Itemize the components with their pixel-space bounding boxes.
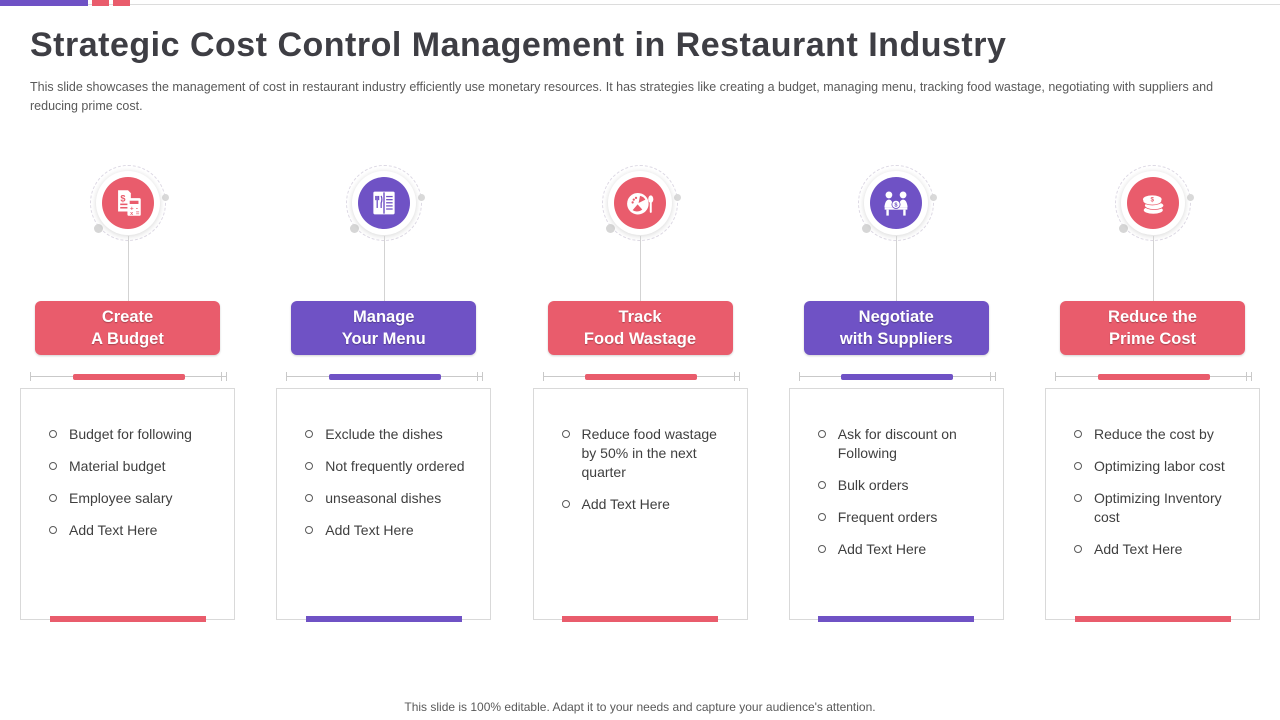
list-item: unseasonal dishes xyxy=(303,489,476,508)
list-item: Bulk orders xyxy=(816,476,989,495)
strategy-banner xyxy=(291,301,476,355)
svg-text:$: $ xyxy=(119,193,125,204)
accent-bar xyxy=(585,374,697,380)
connector-line xyxy=(896,236,897,301)
banner-title-line1: Create xyxy=(101,307,154,326)
strategy-column xyxy=(789,160,1004,628)
banner-title-line2: Food Wastage xyxy=(583,330,697,348)
decor-dot xyxy=(862,224,871,233)
list-item: Optimizing labor cost xyxy=(1072,457,1245,476)
accent-bar xyxy=(329,374,441,380)
strategy-column xyxy=(20,160,235,628)
decor-dot xyxy=(606,224,615,233)
accent-bar xyxy=(841,374,953,380)
slide-description: This slide showcases the management of cost in restaurant industry efficiently use monetary resources. It has strategies like creating a budget, managing menu, tracking food wastage, negotiating with suppliers and reducing prime cost. xyxy=(30,80,1214,114)
list-item: Frequent orders xyxy=(816,508,989,527)
icon-badge xyxy=(608,171,672,235)
svg-text:=: = xyxy=(135,211,139,218)
connector-line xyxy=(384,236,385,301)
icon-badge xyxy=(864,171,928,235)
card-bottom-accent-bar xyxy=(50,616,206,622)
bullet-list xyxy=(534,389,747,514)
top-accent-bar xyxy=(0,0,1280,8)
strategy-card xyxy=(533,388,748,620)
decor-dot xyxy=(350,224,359,233)
list-item: Add Text Here xyxy=(47,521,220,540)
list-item: Reduce the cost by xyxy=(1072,425,1245,444)
menu-book-icon xyxy=(367,186,401,220)
decor-dot xyxy=(418,194,425,201)
dimension-line xyxy=(30,371,227,383)
icon-circle xyxy=(102,177,154,229)
dimension-tick xyxy=(1251,372,1252,381)
list-item: Material budget xyxy=(47,457,220,476)
icon-circle xyxy=(1127,177,1179,229)
connector-line xyxy=(1153,236,1154,301)
banner-title-line2: A Budget xyxy=(91,330,164,348)
list-item: Add Text Here xyxy=(303,521,476,540)
strategy-card xyxy=(1045,388,1260,620)
accent-bar xyxy=(1098,374,1210,380)
strategy-card xyxy=(789,388,1004,620)
dimension-tick xyxy=(477,372,478,381)
food-plate-icon xyxy=(623,186,657,220)
icon-circle xyxy=(358,177,410,229)
connector-line xyxy=(128,236,129,301)
list-item: Employee salary xyxy=(47,489,220,508)
dimension-tick xyxy=(221,372,222,381)
dimension-tick xyxy=(990,372,991,381)
svg-text:+: + xyxy=(129,205,134,213)
list-item: Add Text Here xyxy=(1072,540,1245,559)
bullet-list xyxy=(790,389,1003,559)
icon-circle xyxy=(870,177,922,229)
dimension-tick xyxy=(734,372,735,381)
decor-dot xyxy=(94,224,103,233)
list-item: Not frequently ordered xyxy=(303,457,476,476)
strategy-banner xyxy=(35,301,220,355)
card-bottom-accent-bar xyxy=(818,616,974,622)
banner-title-line1: Negotiate xyxy=(858,307,934,326)
strategy-columns xyxy=(20,160,1260,628)
strategy-card xyxy=(20,388,235,620)
dimension-tick xyxy=(1246,372,1247,381)
dimension-line xyxy=(286,371,483,383)
bullet-list xyxy=(21,389,234,540)
card-bottom-accent-bar xyxy=(1075,616,1231,622)
icon-badge xyxy=(96,171,160,235)
dimension-tick xyxy=(739,372,740,381)
list-item: Reduce food wastage by 50% in the next quarter xyxy=(560,425,733,482)
bullet-list xyxy=(277,389,490,540)
svg-text:-: - xyxy=(135,205,138,213)
icon-circle xyxy=(614,177,666,229)
coins-stack-icon xyxy=(1136,186,1170,220)
banner-title-line1: Manage xyxy=(353,307,415,326)
dimension-line xyxy=(543,371,740,383)
decor-dot xyxy=(930,194,937,201)
strategy-column xyxy=(276,160,491,628)
strategy-column xyxy=(533,160,748,628)
list-item: Add Text Here xyxy=(816,540,989,559)
banner-title-line1: Reduce the xyxy=(1108,307,1197,326)
decor-dot xyxy=(162,194,169,201)
card-bottom-accent-bar xyxy=(562,616,718,622)
banner-title-line1: Track xyxy=(618,307,662,326)
list-item: Budget for following xyxy=(47,425,220,444)
list-item: Add Text Here xyxy=(560,495,733,514)
decor-dot xyxy=(1187,194,1194,201)
decor-dot xyxy=(1119,224,1128,233)
negotiation-icon xyxy=(879,186,913,220)
topbar-purple-segment xyxy=(0,0,88,6)
svg-text:$: $ xyxy=(894,202,898,209)
strategy-card xyxy=(276,388,491,620)
topbar-red-segment xyxy=(113,0,130,6)
page-title: Strategic Cost Control Management in Restaurant Industry xyxy=(30,26,1007,64)
card-bottom-accent-bar xyxy=(306,616,462,622)
decor-dot xyxy=(674,194,681,201)
strategy-banner xyxy=(1060,301,1245,355)
topbar-hairline xyxy=(0,4,1280,5)
strategy-banner xyxy=(548,301,733,355)
topbar-red-segment xyxy=(92,0,109,6)
icon-badge xyxy=(352,171,416,235)
banner-title-line2: with Suppliers xyxy=(839,330,953,348)
dimension-tick xyxy=(226,372,227,381)
banner-title-line2: Your Menu xyxy=(341,330,426,348)
list-item: Optimizing Inventory cost xyxy=(1072,489,1245,527)
strategy-banner xyxy=(804,301,989,355)
dimension-line xyxy=(799,371,996,383)
dimension-tick xyxy=(995,372,996,381)
dimension-tick xyxy=(482,372,483,381)
icon-badge xyxy=(1121,171,1185,235)
accent-bar xyxy=(73,374,185,380)
footer-note: This slide is 100% editable. Adapt it to your needs and capture your audience's attention. xyxy=(404,700,876,714)
budget-calculator-icon xyxy=(111,186,145,220)
bullet-list xyxy=(1046,389,1259,559)
banner-title-line2: Prime Cost xyxy=(1108,330,1197,348)
list-item: Exclude the dishes xyxy=(303,425,476,444)
svg-text:x: x xyxy=(129,211,133,218)
dimension-line xyxy=(1055,371,1252,383)
svg-text:$: $ xyxy=(1150,196,1154,204)
list-item: Ask for discount on Following xyxy=(816,425,989,463)
connector-line xyxy=(640,236,641,301)
strategy-column xyxy=(1045,160,1260,628)
